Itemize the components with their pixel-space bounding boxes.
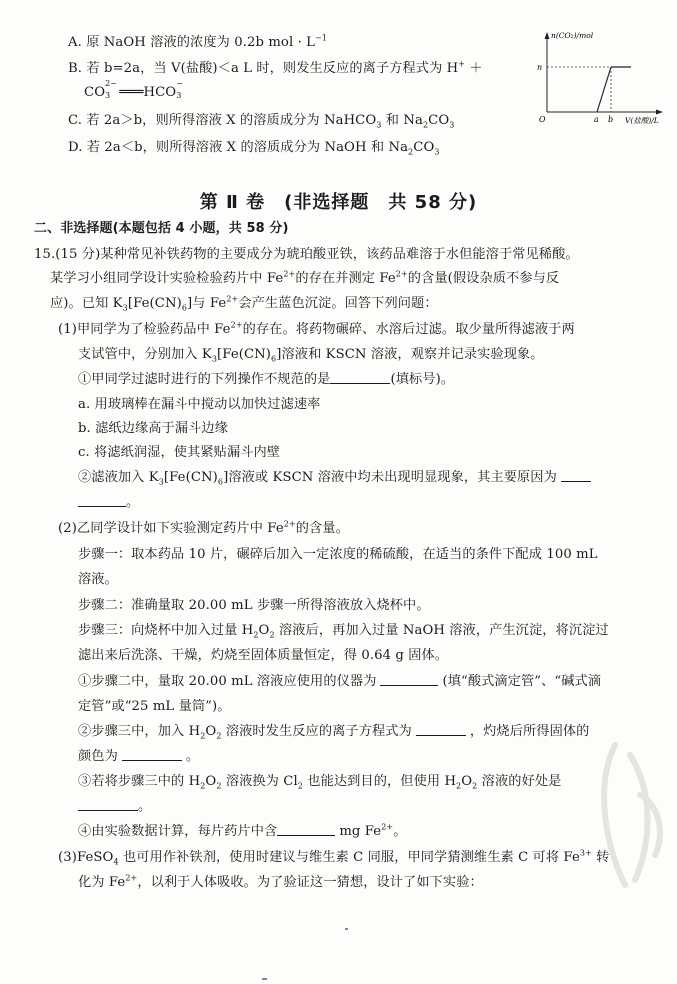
part1-q1 [78, 371, 454, 389]
step3-line1 [78, 622, 609, 640]
option-c-sub3: 3 [449, 120, 455, 130]
option-c [68, 112, 454, 130]
option-d-text: D. 若 2a＜b，则所得溶液 X 的溶质成分为 NaOH 和 Na [68, 140, 409, 155]
watermark-mark [585, 735, 675, 895]
q15-l2c: 的含量(假设杂质不参与反 [407, 271, 560, 286]
x-axis-arrow [656, 110, 663, 115]
q15-text: 15.(15 分)某种常见补铁药物的主要成分为琥珀酸亚铁，该药品难溶于水但能溶于常见稀酸。 [34, 247, 579, 262]
p1-1a: (1)甲同学为了检验药品中 Fe [58, 322, 231, 337]
answer-blank-2b[interactable] [78, 494, 126, 507]
option-a-text: A. 原 NaOH 溶液的浓度为 0.2b mol · L [68, 35, 316, 50]
option-b-plus: ＋ [465, 61, 483, 76]
q15-l3b: [Fe(CN) [127, 296, 182, 311]
section-title: 第 Ⅱ 卷 (非选择题 共 58 分) [199, 192, 478, 213]
scan-dot [345, 928, 348, 930]
p1-q1b: (填标号)。 [390, 372, 455, 387]
part2-line1 [58, 520, 349, 538]
p3-2a: 化为 Fe [78, 875, 126, 890]
q3a-sub4: 2 [456, 781, 462, 791]
q15-line2 [50, 270, 559, 288]
q3a-1: ③若将步骤三中的 H [78, 774, 201, 789]
scan-dot-bottom [262, 978, 267, 980]
q2a-4: ，灼烧后所得固体的 [469, 724, 590, 739]
q2-sub4 [78, 823, 406, 841]
option-b-text: B. 若 b=2a，当 V(盐酸)＜a L 时，则发生反应的离子方程式为 H [68, 61, 459, 76]
option-c-sub2: 2 [422, 120, 429, 130]
s3a-3: 溶液后，再加入过量 NaOH 溶液，产生沉淀，将沉淀过 [274, 623, 609, 638]
p1-1b: 的存在。将药物碾碎、水溶后过滤。取少量所得滤液于两 [242, 322, 575, 337]
option-b-line2 [84, 79, 184, 102]
q2a-sub2: 2 [216, 731, 222, 741]
hco-text: ═══HCO [115, 85, 177, 100]
q15-l2sup1: 2+ [283, 269, 296, 279]
hco3-ion: − 3 [176, 79, 184, 100]
q15-l2b: 的存在并测定 Fe [295, 271, 396, 286]
q2-sub1-cont: 定管”或“25 mL 量筒”)。 [78, 699, 231, 714]
q3a-6: 溶液的好处是 [477, 774, 562, 789]
answer-blank-1[interactable] [330, 371, 390, 384]
p1-2c: ]溶液和 KSCN 溶液，观察并记录实验现象。 [276, 347, 544, 362]
s3a-1: 步骤三：向烧杯中加入过量 H [78, 623, 254, 638]
q4b: mg Fe [339, 824, 382, 839]
step3-line2: 滤出来后洗涤、干燥，灼烧至固体质量恒定，得 0.64 g 固体。 [78, 648, 449, 663]
p1-2a: 支试管中，分别加入 K [78, 347, 212, 362]
b-label: b [608, 115, 614, 124]
n-label: n [537, 63, 543, 72]
p3-2sup: 2+ [125, 873, 138, 883]
p1-q2sub2: 6 [217, 477, 224, 487]
part3-line1 [58, 849, 609, 867]
q15-line1 [34, 246, 579, 264]
origin-label: O [539, 115, 546, 124]
option-b-line1 [68, 60, 483, 78]
q4c: 。 [393, 824, 407, 839]
p3-2b: ，以利于人体吸收。为了验证这一猜想，设计了如下实验： [137, 875, 483, 890]
part3-line2 [78, 874, 483, 892]
q15-line3 [50, 295, 438, 313]
p1-q2c: ]溶液或 KSCN 溶液中均未出现明显现象，其主要原因为 [223, 470, 557, 485]
part1-line1 [58, 321, 575, 339]
co2-volume-graph [533, 28, 673, 126]
part1-q2-end [78, 494, 139, 512]
option-d-text2: CO [413, 140, 435, 155]
s3a-2: O [258, 623, 270, 638]
q2-sub2-cont [78, 748, 199, 766]
q15-l3sup: 2+ [226, 294, 239, 304]
p1-1sup: 2+ [230, 320, 243, 330]
choice-a: a. 用玻璃棒在漏斗中搅动以加快过滤速率 [78, 397, 321, 412]
y-axis-label: n(CO₂)/mol [551, 31, 594, 40]
q15-l3sub: 3 [122, 303, 128, 313]
p1-q1a: ①甲同学过滤时进行的下列操作不规范的是 [78, 372, 331, 387]
q15-l3c: ]与 Fe [187, 296, 227, 311]
co-text: CO [84, 85, 106, 100]
p3-1sup: 3+ [579, 848, 592, 858]
s3a-sub1: 2 [253, 630, 259, 640]
option-c-text: C. 若 2a＞b，则所得溶液 X 的溶质成分为 NaHCO [68, 113, 377, 128]
answer-blank-7[interactable] [277, 823, 335, 836]
q2b-2: 。 [185, 749, 200, 764]
section-heading: 二、非选择题(本题包括 4 小题，共 58 分) [34, 221, 289, 236]
p3-1a: (3)FeSO [58, 850, 114, 865]
q3a-sub5: 2 [472, 781, 478, 791]
choice-b: b. 滤纸边缘高于漏斗边缘 [78, 421, 228, 436]
q2a-2: O [205, 724, 217, 739]
p2-1b: 的含量。 [295, 521, 349, 536]
p1-2b: [Fe(CN) [217, 347, 272, 362]
q3a-2: O [205, 774, 217, 789]
q2-sub3 [78, 773, 561, 791]
rising-line [597, 67, 611, 112]
q2a-3: 溶液时发生反应的离子方程式为 [221, 724, 412, 739]
q15-l2a: 某学习小组同学设计实验检验药片中 Fe [50, 271, 284, 286]
q2b-1: 颜色为 [78, 749, 118, 764]
option-d [68, 139, 440, 157]
p1-q2sub: 3 [158, 477, 164, 487]
step1-line2: 溶液。 [78, 572, 118, 587]
q1b: (填“酸式滴定管”、“碱式滴 [442, 674, 602, 689]
q15-l3: 应)。已知 K [50, 296, 123, 311]
q2a-sub1: 2 [200, 731, 206, 741]
step1-line1: 步骤一：取本药品 10 片，碾碎后加入一定浓度的稀硫酸，在适当的条件下配成 100 mL [78, 547, 598, 562]
q15-l3d: 会产生蓝色沉淀。回答下列问题： [238, 296, 438, 311]
p1-q2a: ②滤液加入 K [78, 470, 159, 485]
option-c-text2: 和 Na [381, 113, 423, 128]
part1-line2 [78, 346, 544, 364]
answer-blank-3[interactable] [380, 673, 438, 686]
q3a-sub2: 2 [216, 781, 222, 791]
answer-blank-4[interactable] [416, 723, 466, 736]
x-axis-label: V(盐酸)/L [625, 116, 659, 125]
q1a: ①步骤二中，量取 20.00 mL 溶液应使用的仪器为 [78, 674, 377, 689]
part1-q2 [78, 469, 591, 487]
option-b-sup: + [458, 59, 466, 69]
step2: 步骤二：准确量取 20.00 mL 步骤一所得溶液放入烧杯中。 [78, 598, 430, 613]
q15-l2sup2: 2+ [395, 269, 408, 279]
p1-2sub: 3 [211, 354, 218, 364]
p2-1sup: 2+ [283, 519, 296, 529]
p1-2sub2: 6 [271, 354, 277, 364]
answer-blank-2a[interactable] [561, 469, 591, 482]
q2a-1: ②步骤三中，加入 H [78, 724, 201, 739]
q3b: 。 [138, 799, 152, 814]
q4a: ④由实验数据计算，每片药片中含 [78, 824, 278, 839]
p3-1sub: 4 [113, 857, 119, 867]
q2-sub2 [78, 723, 589, 741]
a-label: a [594, 115, 599, 124]
p1-q2b: [Fe(CN) [163, 470, 218, 485]
option-c-text3: CO [428, 113, 450, 128]
q2-sub3-cont [78, 798, 151, 816]
q3a-5: O [461, 774, 473, 789]
p3-1b: 也可用作补铁剂，使用时建议与维生素 C 同服，甲同学猜测维生素 C 可将 Fe [118, 850, 580, 865]
q3a-4: 也能达到目的，但使用 H [302, 774, 457, 789]
answer-blank-5[interactable] [122, 748, 182, 761]
q15-l3sub2: 6 [181, 303, 188, 313]
answer-blank-6[interactable] [78, 798, 138, 811]
p2-1a: (2)乙同学设计如下实验测定药片中 Fe [58, 521, 284, 536]
q4sup: 2+ [381, 822, 394, 832]
p3-1c: 转 [591, 850, 610, 865]
q3a-sub3: 2 [297, 781, 303, 791]
p1-q2end: 。 [126, 495, 140, 510]
option-a [68, 34, 327, 52]
choice-c: c. 将滤纸润湿，使其紧贴漏斗内壁 [78, 445, 281, 460]
s3a-sub2: 2 [269, 630, 275, 640]
option-d-sub2: 3 [434, 147, 440, 157]
q3a-sub1: 2 [200, 781, 206, 791]
option-c-sub1: 3 [376, 120, 382, 130]
co3-ion: 2− 3 [105, 79, 118, 100]
q3a-3: 溶液换为 Cl [221, 774, 298, 789]
option-d-sub1: 2 [408, 147, 414, 157]
q2-sub1 [78, 673, 601, 691]
option-a-sup: −1 [315, 33, 328, 43]
y-axis-arrow [545, 32, 550, 39]
